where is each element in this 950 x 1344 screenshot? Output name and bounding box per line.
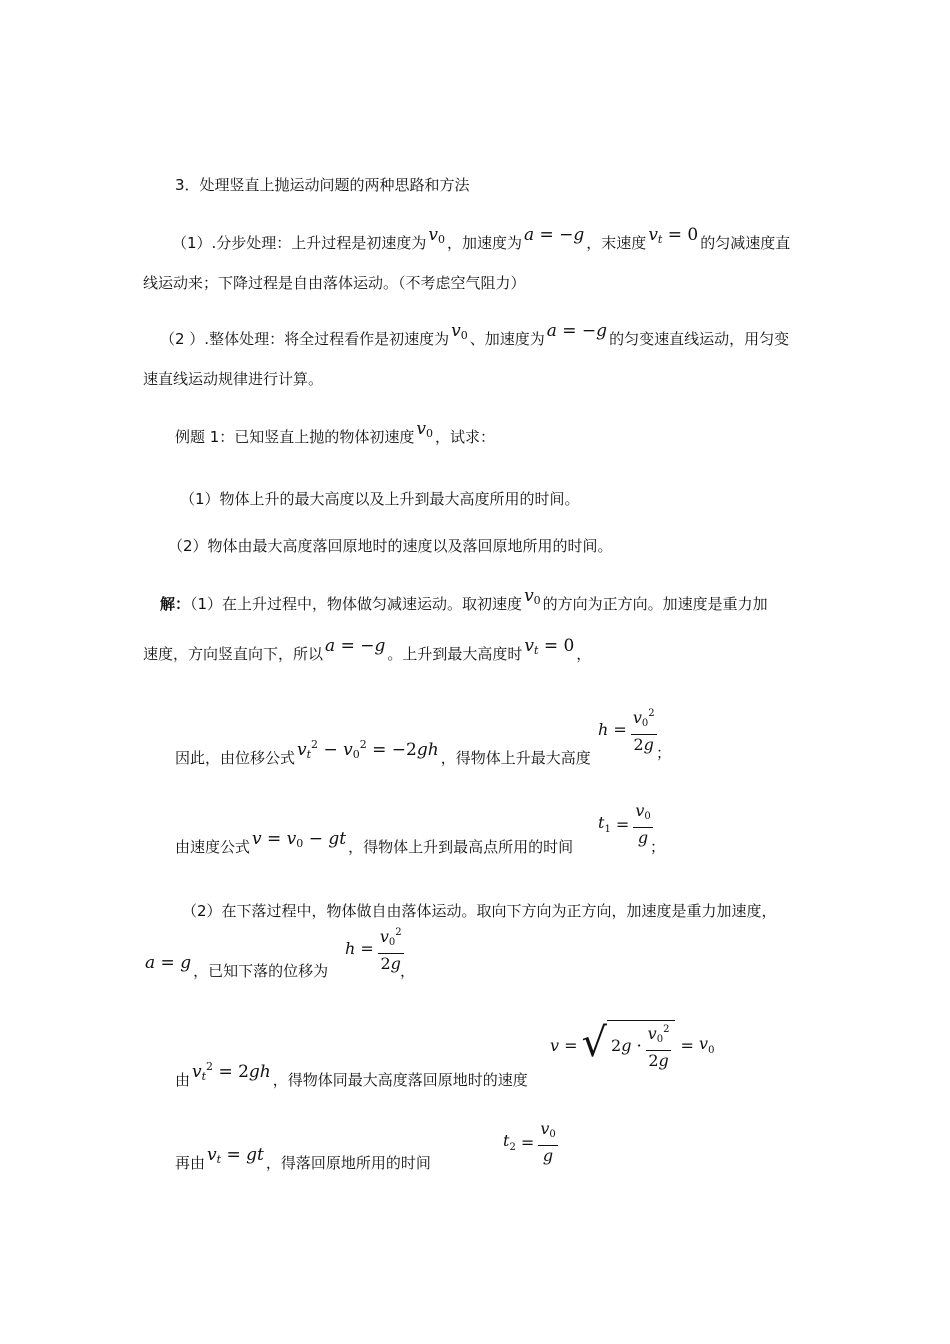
example-title: 例题 1：已知竖直上抛的物体初速度 $v_0$ ，试求：	[175, 419, 495, 446]
formula-fall-displacement: h = $\frac{v_0^2}{2g}$	[345, 924, 404, 973]
formula-v0: $v_0$	[451, 321, 468, 342]
solution-line-1: 解：（1）在上升过程中，物体做匀减速运动。取初速度 $v_0$ 的方向为正方向。加速度是重力加	[160, 586, 768, 613]
rise-time-end: ；	[650, 838, 666, 856]
formula-velocity: $v = v_0$ − gt	[252, 829, 347, 850]
landing-speed-line: 由 $v_t^2 = 2gh$ ，得物体同最大高度落回原地时的速度	[175, 1064, 528, 1096]
formula-landing-speed: v = √ 2 g · $\frac{v_0^2}{2g}$ = $v_0$	[550, 1020, 715, 1070]
formula-displacement: $v_t^2 - v_0^2 = -2gh$	[297, 738, 439, 761]
formula-free-fall-speed: $v_t^2 = 2gh$	[192, 1060, 271, 1083]
rise-time-line: 由速度公式 $v = v_0$ − gt ，得物体上升到最高点所用的时间	[175, 829, 574, 856]
formula-vt-zero: $v_t = 0$	[648, 225, 699, 246]
method-1-line-2: 线运动来；下降过程是自由落体运动。（不考虑空气阻力）	[143, 274, 526, 292]
descent-line-2-end: ，	[400, 962, 416, 980]
formula-v0: $v_0$	[524, 586, 541, 607]
formula-v0: $v_0$	[416, 419, 433, 440]
formula-vt-zero: $v_t = 0$	[524, 636, 575, 657]
descent-line-1: （2）在下落过程中，物体做自由落体运动。取向下方向为正方向，加速度是重力加速度，	[182, 902, 777, 920]
formula-a-minus-g: a = −g	[325, 636, 386, 656]
max-height-line: 因此，由位移公式 $v_t^2 - v_0^2 = -2gh$ ，得物体上升最大高度	[175, 742, 591, 774]
formula-landing-time: $t_2$ = $\frac{v_0}{g}$	[503, 1119, 556, 1165]
max-height-end: ；	[656, 744, 672, 762]
landing-time-line: 再由 $v_t$ = gt ，得落回原地所用的时间	[175, 1145, 431, 1172]
formula-vt-gt: $v_t$ = gt	[207, 1145, 264, 1166]
method-2-line-2: 速直线运动规律进行计算。	[143, 370, 324, 388]
question-1: （1）物体上升的最大高度以及上升到最大高度所用的时间。	[180, 490, 580, 508]
formula-a-minus-g: a = −g	[546, 321, 608, 341]
formula-a-minus-g: a = −g	[523, 225, 585, 245]
formula-a-equals-g: a = g	[145, 953, 192, 973]
formula-v0: $v_0$	[428, 225, 445, 246]
solution-line-2: 速度，方向竖直向下，所以 a = −g 。上升到最大高度时 $v_t = 0$ ，	[143, 636, 592, 663]
formula-max-height: h = $\frac{v_0^2}{2g}$	[598, 705, 657, 754]
formula-rise-time: $t_1$ = $\frac{v_0}{g}$	[598, 801, 651, 847]
descent-line-2: a = g ，已知下落的位移为	[145, 953, 329, 980]
method-2-line-1: （2 ）.整体处理：将全过程看作是初速度为 $v_0$ 、加速度为 a = −g 的匀变速直线运动，用匀变	[160, 321, 790, 348]
method-1-line-1: （1）.分步处理：上升过程是初速度为 $v_0$ ，加速度为 a = −g ，末速度 $v_t = 0$ 的匀减速度直	[172, 225, 791, 252]
question-2: （2）物体由最大高度落回原地时的速度以及落回原地所用的时间。	[168, 537, 613, 555]
section-heading: 3．处理竖直上抛运动问题的两种思路和方法	[175, 176, 470, 194]
